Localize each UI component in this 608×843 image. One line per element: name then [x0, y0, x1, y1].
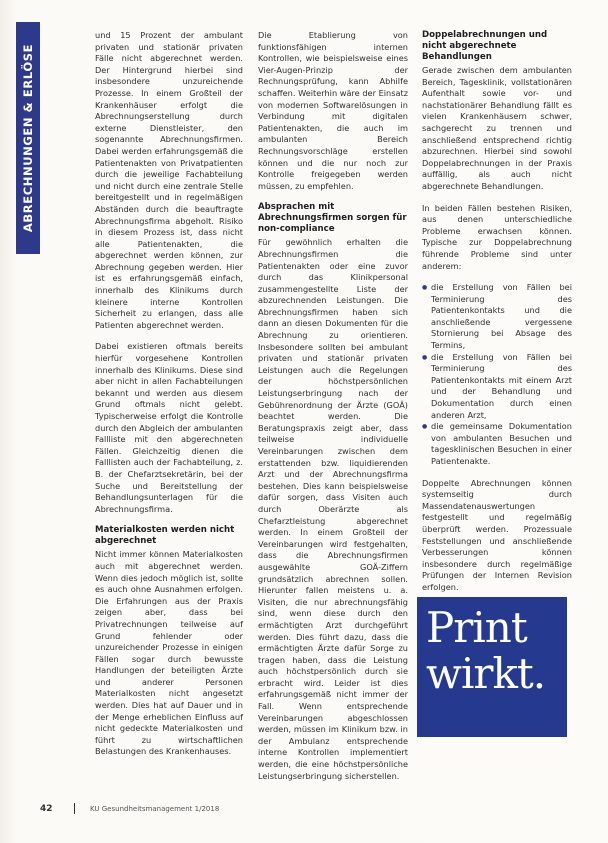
section-heading: Absprachen mit Abrechnungsfirmen sorgen für non-compliance: [258, 202, 407, 235]
print-wirkt-advertisement: [417, 597, 567, 737]
section-tab: [16, 22, 40, 254]
paragraph: Für gewöhnlich erhalten die Abrechnungsfirmen die Patientenakten oder eine zuvor durch das Klinikpersonal zusammengestellte Liste der abzurechnenden Leistungen. Die Abrechnungsfirmen haben sich dann an diesen Dokumenten für die Abrechnung zu orientieren. Insbesondere sollten bei ambulant privaten und stationär privaten Leistungen auch die Regelungen der höchstpersönlichen Leistungserbringung nach der Gebührenordnung der Ärzte (GOÄ) beachtet werden. Die Beratungspraxis zeigt aber, dass teilweise individuelle Vereinbarungen zwischen dem erstattenden bzw. liquidierenden Arzt und der Abrechnungsfirma bestehen. Dies kann beispielsweise dafür sorgen, dass Visiten auch durch Oberärzte als Chefarztleistung abgerechnet werden. In einem Großteil der Vereinbarungen wird festgehalten, dass die Abrechnungsfirmen ausgewählte GOÄ-Ziffern grundsätzlich abrechnen sollen. Hierunter fallen meistens u. a. Visiten, die nur abrechnungsfähig sind, wenn diese durch den ermächtigten Arzt durchgeführt werden. Dies führt dazu, dass die ermächtigten Ärzte dafür Sorge zu tragen haben, dass die Leistung auch höchstpersönlich durch sie erbracht wird. Leider ist dies erfahrungsgemäß nicht immer der Fall. Wenn entsprechende Vereinbarungen abgeschlossen werden, müssen im Klinikum bzw. in der Ambulanz entsprechende interne Kontrollen implementiert werden, die eine höchstpersönliche Leistungserbringung sicherstellen.: [258, 237, 408, 781]
list-item: ● die Erstellung von Fällen bei Terminierung des Patientenkontakts und die anschließende vergessene Stornierung bei Absage des Termins,: [422, 282, 572, 352]
paragraph: Nicht immer können Materialkosten auch mit abgerechnet werden. Wenn dies jedoch möglich ist, sollte es auch ohne Ausnahmen erfolgen. Die Erfahrungen aus der Praxis zeigen aber, dass bei Privatrechnungen teilweise auf Grund fehlender oder unzureichender Prozesse in einigen Fällen sogar durch bewusste Handlungen der beteiligten Ärzte und anderer Personen Materialkosten nicht angesetzt werden. Dies hat auf Dauer und in der Menge erheblichen Einfluss auf nicht gedeckte Materialkosten und führt zu wirtschaftlichen Belastungen des Krankenhauses.: [95, 549, 243, 757]
section-tab-label: ABRECHNUNGEN & ERLÖSE: [21, 43, 35, 233]
list-item: ● die gemeinsame Dokumentation von ambulanten Besuchen und tagesklinischen Besuchen in einer Patientenakte.: [422, 421, 572, 467]
ad-headline-line-1: Print: [426, 603, 527, 652]
page-footer: [40, 804, 220, 814]
footer-divider: [74, 803, 75, 814]
page-number: 42: [40, 804, 53, 814]
paragraph: Gerade zwischen dem ambulanten Bereich, Tagesklinik, vollstationären Aufenthalt sowie vor- und nachstationärer Behandlung fällt es vielen Krankenhäusern schwer, sachgerecht zu trennen und anschließend entsprechend richtig abzurechnen. Hierbei sind sowohl Doppelabrechnungen in der Praxis auffällig, als auch nicht abgerechnete Behandlungen.: [422, 65, 572, 191]
section-heading: Materialkosten werden nicht abgerechnet: [95, 525, 235, 547]
paragraph: und 15 Prozent der ambulant privaten und stationär privaten Fälle nicht abgerechnet werden. Der Hintergrund hierbei sind insbesondere unzureichende Prozesse. In einem Großteil der Krankenhäuser erfolgt die Abrechnungserstellung durch externe Dienstleister, den sogenannte Abrechnungsfirmen. Dabei werden erfahrungsgemäß die Patientenakten von Privatpatienten durch die jeweilige Fachabteilung und nicht durch eine zentrale Stelle bereitgestellt und in regelmäßigen Abständen durch die beauftragte Abrechnungsfirma abgeholt. Risiko in diesem Prozess ist, dass nicht alle Patientenakten, die abgerechnet werden können, zur Abrechnung gegeben werden. Hier ist es erfahrungsgemäß einfach, innerhalb des Klinikums durch kleinere interne Kontrollen Sicherheit zu erlangen, dass alle Patienten abgerechnet werden.: [95, 30, 243, 330]
section-heading: Doppelabrechnungen und nicht abgerechnete Behandlungen: [422, 30, 548, 62]
paragraph: Dabei existieren oftmals bereits hierfür vorgesehene Kontrollen innerhalb des Klinikums. Diese sind aber nicht in allen Fachabteilungen bekannt und werden aus diesem Grund oftmals nicht gelebt. Typischerweise erfolgt die Kontrolle durch den Abgleich der ambulanten Fallliste mit den abgerechneten Fällen. Gleichzeitig dienen die Falllisten auch der Fachabteilung, z. B. der Chefarztsekretärin, bei der Suche und Bereitstellung der Behandlungsunterlagen für die Abrechnungsfirma.: [95, 341, 243, 514]
publication-source: KU Gesundheitsmanagement 1/2018: [90, 805, 220, 813]
bullet-list: [422, 282, 572, 468]
paragraph: Die Etablierung von funktionsfähigen internen Kontrollen, wie beispielsweise eines Vier-Augen-Prinzip der Rechnungsprüfung, kann Abhilfe schaffen. Weiterhin wäre der Einsatz von modernen Softwarelösungen in Verbindung mit digitalen Patientenakten, die auch im ambulanten Bereich Rechnungsvorschläge erstellen können und die nur noch zur Kontrolle freigegeben werden müssen, zu empfehlen.: [258, 30, 408, 191]
text-column-2: [258, 30, 408, 792]
list-item: ● die Erstellung von Fällen bei Terminierung des Patientenkontakts mit einem Arzt und der Behandlung und Dokumentation durch einen anderen Arzt,: [422, 352, 572, 422]
text-column-3: [422, 30, 572, 604]
ad-headline-line-2: wirkt.: [426, 649, 546, 698]
paragraph: Doppelte Abrechnungen können systemseitig durch Massendatenauswertungen festgestellt und regelmäßig überprüft werden. Prozessuale Feststellungen und anschließende Verbesserungen können insbesondere durch regelmäßige Prüfungen der Internen Revision erfolgen.: [422, 477, 572, 592]
text-column-1: [95, 30, 243, 768]
paragraph: In beiden Fällen bestehen Risiken, aus denen unterschiedliche Probleme erwachsen können. Typische zur Doppelabrechnung führende Probleme sind unter anderem:: [422, 202, 572, 271]
